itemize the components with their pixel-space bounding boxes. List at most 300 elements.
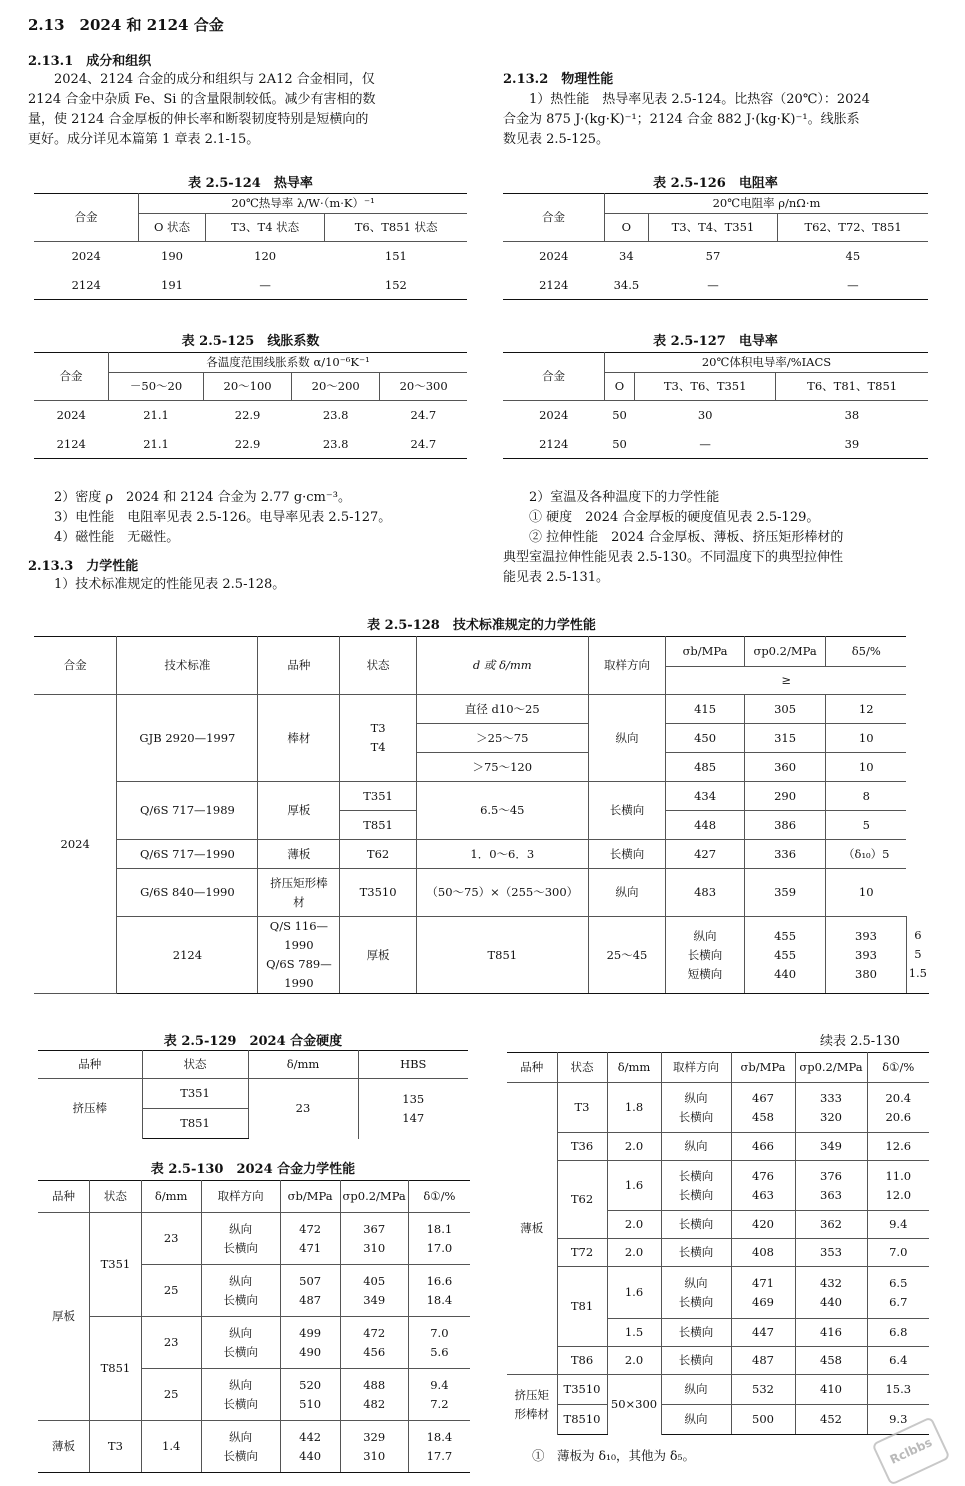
value-line: 329 [363, 1429, 386, 1444]
header-cell: T6、T851 状态 [325, 214, 467, 242]
table-cell [408, 1317, 470, 1369]
table-cell: 458 [795, 1347, 867, 1375]
value-line: 320 [820, 1109, 842, 1124]
table-cell: T62 [557, 1161, 607, 1239]
header-cell: σb/MPa [666, 637, 745, 667]
value-line: 432 [820, 1275, 842, 1290]
text-line: ② 拉伸性能 2024 合金厚板、薄板、挤压矩形棒材的 [503, 530, 844, 545]
header-cell: σb/MPa [731, 1053, 795, 1083]
table-cell: （50～75）×（255～300） [416, 869, 588, 917]
table-cell: 厚板 [340, 917, 416, 994]
table-cell: 8 [826, 782, 906, 811]
dir-line: 短横向 [687, 966, 723, 981]
table-cell: T851 [142, 1109, 248, 1139]
header-cell: T6、T81、T851 [776, 373, 928, 401]
table-cell: 长横向 [588, 840, 665, 869]
table-cell [408, 1421, 470, 1473]
header-cell: 状态 [557, 1053, 607, 1083]
text-line: 2）密度 ρ 2024 和 2124 合金为 2.77 g·cm⁻³。 [28, 490, 351, 505]
table-cell: 466 [731, 1133, 795, 1161]
table-cell: 10 [826, 724, 906, 753]
header-cell: 20℃电阻率 ρ/nΩ·m [605, 194, 929, 214]
header-cell: 20℃体积电导率/%IACS [605, 353, 929, 373]
table-cell: T86 [557, 1347, 607, 1375]
table-cell: 359 [744, 869, 825, 917]
table-cell [280, 1265, 340, 1317]
table-cell: 500 [731, 1405, 795, 1435]
header-cell: δ①/% [867, 1053, 929, 1083]
table-cell: — [648, 272, 777, 300]
table-cell: 纵向 [661, 1133, 731, 1161]
table-cell: 2.0 [607, 1211, 661, 1239]
header-cell: σb/MPa [280, 1181, 340, 1213]
value-line: 16.6 [426, 1273, 453, 1288]
table-cell: T72 [557, 1239, 607, 1267]
text-line: 合金为 875 J·(kg·K)⁻¹；2124 合金 882 J·(kg·K)⁻¹。线胀系 [503, 112, 860, 127]
value-line: 490 [299, 1344, 322, 1359]
value-line: 463 [752, 1187, 774, 1202]
table-cell: — [635, 431, 776, 459]
table-cell [201, 1317, 280, 1369]
table-cell: 2.0 [607, 1133, 661, 1161]
table-126 [503, 193, 928, 300]
value-line: 499 [299, 1325, 322, 1340]
table-cell: 448 [666, 811, 745, 840]
value-line: 482 [363, 1396, 386, 1411]
table-cell: Q/6S 717—1989 [117, 782, 258, 840]
header-cell: δ/mm [607, 1053, 661, 1083]
value-line: 467 [752, 1090, 774, 1105]
table-cell: 23.8 [292, 431, 380, 459]
table-cell: 2.0 [607, 1347, 661, 1375]
table-cell: 2024 [56, 408, 86, 423]
value-line: 310 [363, 1240, 386, 1255]
table-cell: 434 [666, 782, 745, 811]
text-line: 更好。成分详见本篇第 1 章表 2.1-15。 [28, 132, 260, 147]
table-cell: 408 [731, 1239, 795, 1267]
text-line: 4）磁性能 无磁性。 [28, 530, 180, 545]
table-129 [38, 1050, 468, 1139]
table-cell: 6.8 [867, 1319, 929, 1347]
table-cell [826, 917, 906, 994]
table-128 [34, 636, 929, 994]
dir-line: 纵向 [684, 1090, 708, 1105]
text-line: 3）电性能 电阻率见表 2.5-126。电导率见表 2.5-127。 [28, 510, 392, 525]
value-line: 520 [299, 1377, 322, 1392]
header-cell: 20℃热导率 λ/W·（m·K）⁻¹ [139, 194, 468, 214]
value-line: 487 [299, 1292, 322, 1307]
value-line: 472 [299, 1221, 322, 1236]
table-cell [201, 1421, 280, 1473]
table-cell: 长横向 [661, 1239, 731, 1267]
header-cell: 取样方向 [201, 1181, 280, 1213]
table-cell: 9.3 [867, 1405, 929, 1435]
table-cell: 纵向 [661, 1405, 731, 1435]
table-130-continued-caption: 续表 2.5-130 [820, 1034, 901, 1049]
value-line: 20.4 [885, 1090, 912, 1105]
table-cell: 427 [666, 840, 745, 869]
table-footnote: ① 薄板为 δ₁₀，其他为 δ₅。 [532, 1448, 696, 1463]
table-cell: T851 [340, 811, 416, 840]
table-cell: 450 [666, 724, 745, 753]
header-cell: 技术标准 [117, 637, 258, 695]
dir-line: 长横向 [223, 1448, 258, 1463]
table-cell: 薄板 [507, 1083, 557, 1375]
table-cell: ＞25～75 [416, 724, 588, 753]
table-cell [731, 1267, 795, 1319]
text-line: 能见表 2.5-131。 [503, 570, 610, 585]
table-cell: 447 [731, 1319, 795, 1347]
table-cell: 315 [744, 724, 825, 753]
table-cell: 23 [248, 1079, 358, 1139]
header-cell: ≥ [666, 667, 907, 695]
value-line: 333 [820, 1090, 842, 1105]
value-line: 455 [774, 928, 797, 943]
table-cell: 1.6 [607, 1161, 661, 1211]
dir-line: 长横向 [223, 1292, 258, 1307]
table-cell: 452 [795, 1405, 867, 1435]
header-cell: －50～20 [109, 373, 204, 401]
table-cell: 39 [776, 431, 928, 459]
text-line: 量，使 2124 合金厚板的伸长率和断裂韧度特别是短横向的 [28, 112, 369, 127]
table-cell: 1.4 [141, 1421, 201, 1473]
header-cell: 各温度范围线胀系数 α/10⁻⁶K⁻¹ [109, 353, 468, 373]
value-line: 5 [914, 947, 922, 962]
dir-line: 长横向 [678, 1294, 714, 1309]
text-line: 典型室温拉伸性能见表 2.5-130。不同温度下的典型拉伸性 [503, 550, 844, 565]
value-line: 440 [299, 1448, 322, 1463]
table-cell: 挤压棒 [38, 1079, 142, 1139]
value-line: 7.0 [430, 1325, 449, 1340]
table-128-caption: 表 2.5-128 技术标准规定的力学性能 [367, 618, 596, 633]
table-cell: T62 [340, 840, 416, 869]
table-cell: 1.5 [607, 1319, 661, 1347]
table-cell: 厚板 [258, 782, 340, 840]
table-cell: 6.5～45 [416, 782, 588, 840]
table-cell: 15.3 [867, 1375, 929, 1405]
value-line: 380 [855, 966, 877, 981]
table-cell [340, 1369, 408, 1421]
table-cell: 22.9 [204, 431, 292, 459]
table-cell [867, 1083, 929, 1133]
table-cell: 30 [697, 408, 713, 423]
table-cell: T351 [142, 1079, 248, 1109]
table-cell: T8510 [557, 1405, 607, 1435]
table-cell: 2124 [34, 272, 139, 300]
table-cell: 12 [826, 695, 906, 724]
table-cell [867, 1267, 929, 1319]
table-cell: 360 [744, 753, 825, 782]
table-cell [666, 917, 745, 994]
value-line: 393 [855, 928, 877, 943]
table-cell: Q/6S 717—1990 [117, 840, 258, 869]
header-cell: 品种 [507, 1053, 557, 1083]
dir-line: 纵向 [693, 928, 717, 943]
table-125 [34, 352, 467, 459]
table-cell: 25～45 [588, 917, 665, 994]
header-cell: 合金 [503, 353, 605, 401]
table-cell: T351 [90, 1213, 142, 1317]
value-line: 442 [299, 1429, 322, 1444]
table-cell [258, 917, 340, 994]
table-cell: 1.6 [607, 1267, 661, 1319]
table-cell: 10 [826, 753, 906, 782]
table-cell: T3510 [557, 1375, 607, 1405]
table-cell: 45 [845, 249, 861, 264]
table-cell: 2024 [71, 249, 101, 264]
value-line: 135 [402, 1091, 425, 1106]
header-cell: 合金 [34, 353, 109, 401]
table-cell: 10 [826, 869, 906, 917]
header-cell: 取样方向 [588, 637, 665, 695]
table-cell [340, 1317, 408, 1369]
table-cell: 棒材 [258, 695, 340, 782]
table-130-caption: 表 2.5-130 2024 合金力学性能 [150, 1162, 356, 1177]
header-cell: 状态 [340, 637, 416, 695]
value-line: 393 [855, 947, 877, 962]
value-line: 376 [820, 1168, 842, 1183]
value-line: 18.4 [426, 1292, 453, 1307]
table-cell [340, 1421, 408, 1473]
header-cell: 合金 [34, 194, 139, 242]
header-cell: 品种 [38, 1051, 142, 1079]
header-cell: 取样方向 [661, 1053, 731, 1083]
table-cell: 薄板 [258, 840, 340, 869]
table-cell: 151 [384, 249, 407, 264]
header-cell: d 或 δ/mm [416, 637, 588, 695]
table-cell: 2124 [34, 431, 109, 459]
table-cell: 2024 [34, 695, 117, 994]
text-line: 1）热性能 热导率见表 2.5-124。比热容（20℃）：2024 [503, 92, 870, 107]
table-cell: 415 [666, 695, 745, 724]
table-cell: 2024 [539, 249, 569, 264]
table-cell [408, 1265, 470, 1317]
value-line: 18.4 [426, 1429, 453, 1444]
table-cell [795, 1161, 867, 1211]
table-cell: 12.6 [867, 1133, 929, 1161]
table-cell [340, 1213, 408, 1265]
table-cell: 25 [141, 1265, 201, 1317]
table-cell: 2124 [503, 431, 605, 459]
value-line: 18.1 [426, 1221, 453, 1236]
table-127-caption: 表 2.5-127 电导率 [653, 334, 778, 349]
table-cell: 6.4 [867, 1347, 929, 1375]
table-cell: 57 [705, 249, 721, 264]
table-cell: 34.5 [605, 272, 649, 300]
table-cell: 22.9 [234, 408, 261, 423]
table-cell: 长横向 [661, 1347, 731, 1375]
table-cell [906, 917, 929, 994]
paragraph-physical [503, 90, 943, 150]
table-cell: 50 [612, 408, 627, 423]
table-cell: 直径 d10～25 [416, 695, 588, 724]
header-cell: 合金 [34, 637, 117, 695]
value-line: 349 [363, 1292, 386, 1307]
header-cell: O 状态 [139, 214, 206, 242]
value-line: 9.4 [430, 1377, 449, 1392]
value-line: 6.7 [889, 1294, 908, 1309]
table-cell: G/6S 840—1990 [117, 869, 258, 917]
table-cell: 25 [141, 1369, 201, 1421]
table-cell: T81 [557, 1267, 607, 1347]
value-line: 405 [363, 1273, 386, 1288]
table-cell: 336 [744, 840, 825, 869]
table-cell: 23 [141, 1213, 201, 1265]
table-cell [795, 1083, 867, 1133]
header-cell: 20～100 [204, 373, 292, 401]
dir-line: 纵向 [229, 1429, 253, 1444]
value-line: 147 [402, 1110, 425, 1125]
table-cell: 2.0 [607, 1239, 661, 1267]
header-cell: O [605, 373, 635, 401]
std-line: Q/S 116—1990 [269, 919, 329, 952]
header-cell: O [605, 214, 649, 242]
value-line: 367 [363, 1221, 386, 1236]
header-cell: 状态 [90, 1181, 142, 1213]
header-cell: 状态 [142, 1051, 248, 1079]
table-cell: （δ₁₀）5 [826, 840, 906, 869]
table-cell: 305 [744, 695, 825, 724]
table-cell: 5 [826, 811, 906, 840]
header-cell: HBS [358, 1051, 468, 1079]
table-cell: T351 [340, 782, 416, 811]
header-cell: δ5/% [826, 637, 906, 667]
text-line: ① 硬度 2024 合金厚板的硬度值见表 2.5-129。 [503, 510, 820, 525]
table-cell: 纵向 [588, 695, 665, 782]
table-124 [34, 193, 467, 300]
value-line: 458 [752, 1109, 774, 1124]
table-cell: 362 [795, 1211, 867, 1239]
table-cell [201, 1265, 280, 1317]
table-cell: 420 [731, 1211, 795, 1239]
header-cell: T3、T6、T351 [635, 373, 776, 401]
table-cell: 38 [844, 408, 860, 423]
value-line: 440 [820, 1294, 842, 1309]
table-cell: 2124 [117, 917, 258, 994]
dir-line: 纵向 [684, 1275, 708, 1290]
value-line: 20.6 [885, 1109, 912, 1124]
value-line: 7.2 [430, 1396, 449, 1411]
table-126-caption: 表 2.5-126 电阻率 [653, 176, 778, 191]
table-cell: 487 [731, 1347, 795, 1375]
value-line: 11.0 [885, 1168, 912, 1183]
table-129-caption: 表 2.5-129 2024 合金硬度 [163, 1034, 343, 1049]
table-cell: 21.1 [143, 408, 169, 423]
dir-line: 纵向 [229, 1273, 253, 1288]
table-cell: 2124 [503, 272, 605, 300]
paragraph-mechanical: 1）技术标准规定的性能见表 2.5-128。 [28, 577, 286, 592]
table-cell: 长横向 [588, 782, 665, 840]
header-cell: δ/mm [248, 1051, 358, 1079]
dir-line: 长横向 [223, 1396, 258, 1411]
table-cell [795, 1267, 867, 1319]
value-line: 6.5 [889, 1275, 908, 1290]
table-cell: 386 [744, 811, 825, 840]
value-line: 455 [774, 947, 797, 962]
table-cell: 纵向 [588, 869, 665, 917]
table-cell: 349 [795, 1133, 867, 1161]
header-cell: σp0.2/MPa [744, 637, 825, 667]
table-cell: 50×300 [607, 1375, 661, 1435]
section-title: 2.13 2024 和 2124 合金 [28, 16, 224, 34]
dir-line: 纵向 [229, 1325, 253, 1340]
table-cell: 410 [795, 1375, 867, 1405]
table-cell: 152 [325, 272, 467, 300]
table-cell: — [778, 272, 928, 300]
table-cell: 483 [666, 869, 745, 917]
value-line: 471 [752, 1275, 774, 1290]
value-line: 5.6 [430, 1344, 449, 1359]
dir-line: 纵向 [229, 1377, 253, 1392]
table-127 [503, 352, 928, 459]
value-line: 310 [363, 1448, 386, 1463]
table-cell: T851 [416, 917, 588, 994]
table-cell [340, 1265, 408, 1317]
table-cell: 挤压矩形棒材 [258, 869, 340, 917]
table-cell [280, 1213, 340, 1265]
table-cell [408, 1369, 470, 1421]
table-cell [280, 1317, 340, 1369]
text-line: 2124 合金中杂质 Fe、Si 的含量限制较低。减少有害相的数 [28, 92, 376, 107]
header-cell: T3、T4、T351 [648, 214, 777, 242]
subsection-title-2-13-2: 2.13.2 物理性能 [503, 72, 614, 87]
header-cell: 品种 [258, 637, 340, 695]
header-cell: σp0.2/MPa [340, 1181, 408, 1213]
table-cell: 34 [619, 249, 634, 264]
table-cell: T36 [557, 1133, 607, 1161]
table-cell: 120 [254, 249, 277, 264]
value-line: 17.7 [426, 1448, 453, 1463]
value-line: 17.0 [426, 1240, 453, 1255]
table-cell [731, 1161, 795, 1211]
table-cell: 长横向 [661, 1211, 731, 1239]
table-cell: 23 [141, 1317, 201, 1369]
table-cell [280, 1369, 340, 1421]
subsection-title-2-13-3: 2.13.3 力学性能 [28, 559, 139, 574]
table-cell: 532 [731, 1375, 795, 1405]
table-130-continued [507, 1052, 929, 1435]
paragraph-tensile [503, 488, 943, 588]
table-cell: T3 [90, 1421, 142, 1473]
value-line: 507 [299, 1273, 322, 1288]
table-cell: 薄板 [38, 1421, 90, 1473]
table-cell: 21.1 [109, 431, 204, 459]
table-cell [358, 1079, 468, 1139]
header-cell: σp0.2/MPa [795, 1053, 867, 1083]
value-line: 510 [299, 1396, 322, 1411]
value-line: 471 [299, 1240, 322, 1255]
table-cell [867, 1161, 929, 1211]
table-cell: 挤压矩形棒材 [507, 1375, 557, 1435]
table-cell: 1.8 [607, 1083, 661, 1133]
table-cell [201, 1213, 280, 1265]
table-cell: 353 [795, 1239, 867, 1267]
value-line: 440 [774, 966, 797, 981]
table-cell [661, 1083, 731, 1133]
header-cell: 20～200 [292, 373, 380, 401]
value-line: 476 [752, 1168, 774, 1183]
value-line: 472 [363, 1325, 386, 1340]
value-line: 12.0 [885, 1187, 912, 1202]
value-line: 488 [363, 1377, 386, 1392]
paragraph-density [28, 488, 473, 548]
table-cell [744, 917, 825, 994]
table-cell: 1．0～6．3 [416, 840, 588, 869]
table-cell: 50 [605, 431, 635, 459]
header-cell: 合金 [503, 194, 605, 242]
header-cell: 20～300 [380, 373, 467, 401]
table-cell [201, 1369, 280, 1421]
